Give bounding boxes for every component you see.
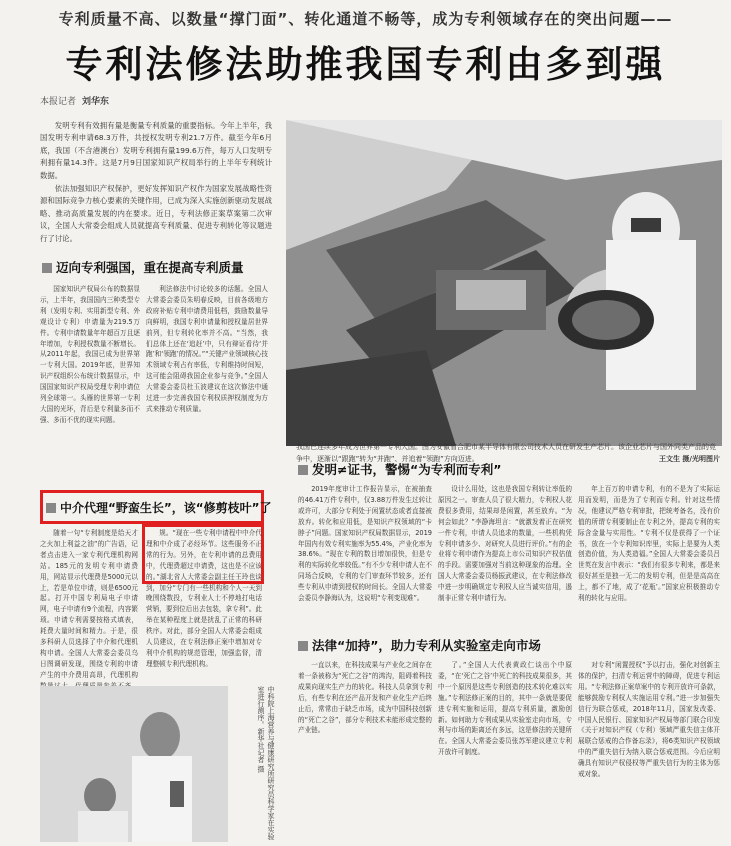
section4-col2: 了。”全国人大代表黄政仁谈出个中原委，“在‘死亡之谷’中死亡的科技成果很多，其中一个原因是这些专利创造的技术转化难以实施。”专利法修正案的目的，其中一条就是要促进专利实施和运用，提高专利质量，激励创新。如何助力专利成果从实验室走向市场，专利与市场的距离还有多远，这是修法的关键所在。全国人大常委会委员张苏军建议建立专利开放许可制度。 [438, 661, 572, 757]
main-photo-illustration [286, 120, 722, 446]
caption-credit: 王文生 摄/光明图片 [659, 455, 720, 463]
headline: 专利法修法助推我国专利由多到强 [65, 42, 666, 86]
byline [40, 94, 109, 107]
section3-col1: 2019年度审计工作报告显示，在被抽查的46.41万件专利中，仅3.88万件发生过转让或许可，大部分专利处于闲置状态或者直接被放弃。转化和应用低，是知识产权领域的“卡脖子”问题。国家知识产权局数据显示，2019年国内有效专利实施率为55.4%，产业化率为38.6%。“现在专利的数目增加很快，但是专利的实际转化率较低。”有不少专利申请人在不同场合反映，专利的专门审查环节较多，还有些专利从申请到授权的时间长。全国人大常委会委员李静海认为，这说明“专利变现难”。 [298, 485, 432, 603]
lead [40, 120, 272, 246]
lab-photo-illustration [40, 686, 228, 842]
section3-col2: 设计么用处，这也是我国专利转让率低的原因之一。审查人员了很大精力，专利权人花费很多费用，结果却是闲置，甚至放弃。“为何会如此？”李静海坦言：“就激发着正在研究一件专利，申请人员追求的数量，一些机构凭专利申请多少、对研究人员进行评价。”有的企业将专利申请作为提高上市公司知识产权估值的手段。需要加强对当前这种现象的治理。全国人大常委会委员杨振武建议，在专利法修改中进一步明确规定专利权人应当诚实信用，遏制非正常专利申请行为。 [438, 485, 572, 603]
section1-col1: 国家知识产权局公布的数据显示，上半年，我国国内三种类型专利（发明专利、实用新型专利、外观设计专利）申请量为219.5万件。专利申请数量年年超百万且逐年增加，专利授权数量不断增长。从2011年起，我国已成为世界第一专利大国。2019年底，世界知识产权组织公布统计数据显示，中国国家知识产权局受理专利申请位列全球第一。头雁的世界第一专利大国的光环，背后是专利量多而不强、多而不优的现实问题。 [40, 285, 140, 424]
lead-paragraph: 依法加强知识产权保护，更好发挥知识产权作为国家发展战略性资源和国际竞争力核心要素的关键作用，已成为深入实施创新驱动发展战略、推动高质量发展的内在要求。近日，专利法修正案草案第二次审议，全国人大常委会组成人员就提高专利质量、促进专利转化等议题进行了讨论。 [40, 184, 272, 243]
byline-label: 本报记者 [40, 97, 77, 107]
kicker: 专利质量不高、以数量“撑门面”、转化通道不畅等，成为专利领域存在的突出问题—— [58, 10, 673, 28]
section1-col2: 利法修法中讨论较多的话题。全国人大常委会委员朱明春反映，目前各级地方政府补贴专利申请费用低档，鼓励数量导向鲜明，我国专利申请量和授权量居世界前列，但专利转化率并不高。“当然，我们总体上还在‘追赶’中，只有辩证看待‘并跑’和‘领跑’的情况。”“关键产业领域核心技术领域专利占有率低，专利维持时间短，这可能会阻碍我国企业参与竞争。”全国人大常委会委员杜玉波建议在这次修法中通过进一步完善我国专利权质押权制度为方式来推动专利质量。 [146, 285, 268, 413]
caption-text: 我国已连续多年成为世界第一专利大国。图为安徽省合肥市某半导体有限公司技术人员在研发生产芯片。该企业芯片与国外同类产品的竞争中，逐渐以“跟跑”转为“并跑”、并追着“领跑”方向迈进。 [296, 443, 716, 463]
section-marker-icon [298, 465, 308, 475]
section4-col1: 一直以来，在科技成果与产业化之间存在着一条被称为“死亡之谷”的鸿沟，阻碍着科技成果向现实生产力的转化。科技人员拿到专利后，有些专利在还产品开发和产业化生产后终止后，常常由于缺乏市场，成为中国科技创新的“死亡之谷”，部分专利技术未能形成完整的产业链。 [298, 661, 432, 735]
section-heading-4: 法律“加持”，助力专利从实验室走向市场 [298, 636, 541, 654]
section-marker-icon [298, 641, 308, 651]
lead-paragraph: 发明专利有效拥有量是衡量专利质量的重要指标。今年上半年，我国发明专利申请68.3万件，共授权发明专利21.7万件。截至今年6月底，我国（不含港澳台）发明专利拥有量199.6万件，每万人口发明专利拥有量14.3件。这是7月9日国家知识产权局举行的上半年专利统计数据。 [40, 121, 272, 180]
section-heading-3: 发明≠证书，警惕“为专利而专利” [298, 460, 501, 478]
section-heading-1: 迈向专利强国，重在提高专利质量 [42, 258, 244, 276]
lab-photo-caption: 中科院上海营养与健康研究所研究员科学家在实验室进行测序。新华社记者 摄 [257, 686, 275, 840]
section-heading-2: 中介代理“野蛮生长”，该“修剪枝叶”了 [46, 499, 272, 516]
section-marker-icon [46, 503, 56, 513]
section-marker-icon [42, 263, 52, 273]
section2-col1: 随着一句“专利制度是给天才之火加上利益之油”的广告语，记者点击进入一家专利代理机构网站。185元的发明专利申请费用，网站显示代理费是5000元以上，若是单位申请，则是6500元起。打开中国专利局电子申请网，电子申请有9个流程，内容繁琐。申请专利需要按格式填表，耗费大量时间和精力。于是，很多科研人员选择了中介和代理机构申请。全国人大常委会委员乌日图调研发现，围绕专利的申请产生的中介费用高昂，代理机构 [40, 529, 138, 679]
section4-col3: 对专利“闲置授权”予以打击，强化对创新主体的保护，扫清专利运营中的障碍，促进专利运用。“专利法修正案草案中的专利开放许可条款，能够鼓励专利权人实施运用专利。”进一步加强失信行为联合惩戒，2018年11月，国家发改委、中国人民银行、国家知识产权局等部门联合印发《关于对知识产权（专利）领域严重失信主体开展联合惩戒的合作备忘录》，将6类知识产权领域中的严重失信行为纳入联合惩戒范围。今后应明确具有知识产权侵权等严重失信行为的主体为惩戒对象。 [578, 661, 720, 779]
main-photo [286, 120, 722, 446]
lab-photo [40, 686, 228, 842]
byline-name: 刘华东 [82, 97, 110, 107]
section2-col2: 规。“现在一些专利申请程中中介代理和中介成了必经环节。这些服务不正常的行为。另外，在专利申请的总费用中，代理费超过申请费，这也是不应该的。”湖北省人大常委会副主任王玲也谈到，加分“专门有一些机构和个人一天到晚围绕数投，专利业人士不停地打电话营销，要到位后出去包装，拿专利”。此举在某种程度上就是扰乱了正常的科研秩序。对此，部分全国人大常委会组成人员建议，在专利法修正案中增加对专利中介机构的规范管理，加强监督，清理整顿专利代理机构。 [146, 529, 262, 668]
section3-col3: 年上百万的申请专利，有的不是为了实际运用而发明，而是为了专利而专利。针对这些情况，他建议严格专利审批，把统考备名，没有价值的所谓专利要制止在专利之外，提高专利的实际含金量与实用性。“专利不仅是获得了一个证书，放在一个专利知识库里，实际上是要为人类创造价值，为人类造福。”全国人大常委会委员吕世英在发言中表示：“我们有很多专利来，都是来很好甚至是独一无二的发明专利，但是是高高在上，都不了地，成了‘花瓶’。”国家应积极推动专利的转化与应用。 [578, 485, 720, 603]
